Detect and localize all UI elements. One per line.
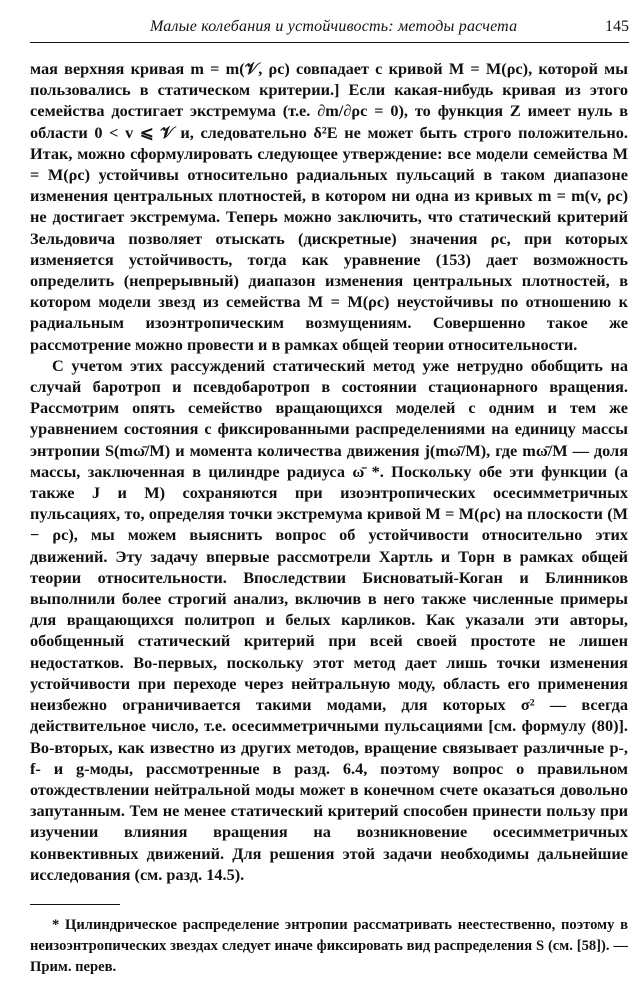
header-rule [30,42,629,43]
page-number: 145 [605,18,629,35]
page-header [30,14,629,44]
paragraph-2: С учетом этих рассуждений статический метод уже нетрудно обобщить на случай баротроп и псевдобаротроп в состоянии стационарного вращения. Рассмотрим опять семейство вращающихся моделей с одним и тем же уравнением состояния с фиксированными распределениями на единицу массы энтропии S(mω̄/M) и момента количества движения j(mω̄/M), где mω̄/M — доля массы, заключенная в цилиндре радиуса ω̄ *. Поскольку обе эти функции (а также J и M) сохраняются при изоэнтропических осесимметричных пульсациях, то, определяя точки экстремума кривой M = M(ρc) на плоскости (M − ρc), мы можем выяснить вопрос об устойчивости относительно этих движений. Эту задачу впервые рассмотрели Хартль и Торн в рамках общей теории относительности. Впоследствии Бисноватый-Коган и Блинников выполнили более строгий анализ, включив в него также численные примеры для вращающихся политроп и белых карликов. Как указали эти авторы, обобщенный статический критерий при всей своей простоте не лишен недостатков. Во-первых, поскольку этот метод дает лишь точки изменения устойчивости при переходе через нейтральную моду, область его применения неизбежно ограничивается такими модами, для которых σ² — всегда действительное число, т.е. осесимметричными пульсациями [см. формулу (80)]. Во-вторых, как известно из других методов, вращение связывает различные p-, f- и g-моды, рассмотренные в разд. 6.4, поэтому вопрос о правильном отождествлении нейтральной моды может в конечном счете оказаться довольно запутанным. Тем не менее статический критерий способен принести пользу при изучении влияния вращения на возникновение осесимметричных конвективных движений. Для решения этой задачи необходимы дальнейшие исследования (см. разд. 14.5). [30,355,628,884]
body-text [30,58,628,885]
footnote-rule [30,904,120,905]
paragraph-1: мая верхняя кривая m = m(𝒱, ρc) совпадает с кривой M = M(ρc), которой мы пользовались в статическом критерии.] Если какая-нибудь кривая из этого семейства достигает экстремума (т.е. ∂m/∂ρc = 0), то функция Z имеет нуль в области 0 < v ⩽ 𝒱 и, следовательно δ²E не может быть строго положительно. Итак, можно сформулировать следующее утверждение: все модели семейства M = M(ρc) устойчивы относительно радиальных пульсаций в таком диапазоне изменения центральных плотностей, в котором ни одна из кривых m = m(v, ρc) не достигает экстремума. Теперь можно заключить, что статический критерий Зельдовича позволяет отыскать (дискретные) значения ρc, при которых изменяется устойчивость, тогда как уравнение (153) дает возможность определить (непрерывный) диапазон изменения центральных плотностей, в котором модели звезд из семейства M = M(ρc) неустойчивы по отношению к радиальным изоэнтропическим возмущениям. Совершенно такое же рассмотрение можно провести и в рамках общей теории относительности. [30,59,628,354]
footnote: * Цилиндрическое распределение энтропии рассматривать неестественно, поэтому в неизоэнтропических звездах следует иначе фиксировать вид распределения S (см. [58]). — Прим. перев. [30,917,628,975]
running-title: Малые колебания и устойчивость: методы расчета [150,18,518,35]
